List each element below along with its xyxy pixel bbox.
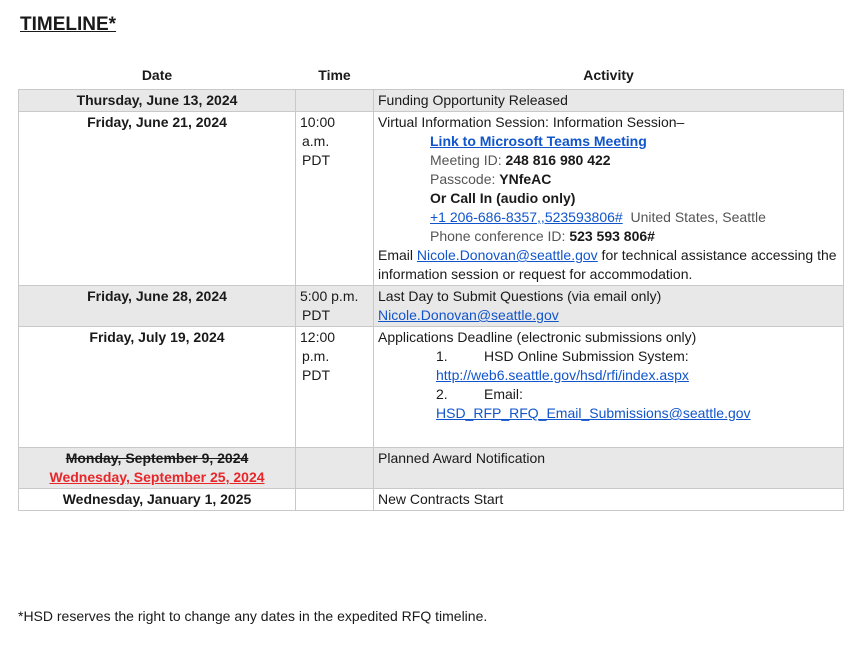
conference-id-line (378, 227, 839, 246)
submission-link-line-1 (378, 366, 839, 385)
submission-link-line-2 (378, 404, 839, 423)
row-activity (374, 327, 844, 448)
row-activity: New Contracts Start (374, 489, 844, 511)
time-line: a.m. (302, 133, 330, 149)
table-row (19, 90, 844, 112)
row-time (296, 286, 374, 327)
table-row (19, 448, 844, 489)
footnote: *HSD reserves the right to change any dates in the expedited RFQ timeline. (18, 608, 488, 624)
row-date: Friday, June 21, 2024 (19, 112, 296, 286)
time-line: 5:00 p.m. (300, 288, 359, 304)
row-time (296, 90, 374, 112)
meeting-id-value: 248 816 980 422 (505, 152, 611, 168)
email-suffix: for technical assistance accessing the information session or request for accommodation. (378, 247, 837, 282)
table-row (19, 112, 844, 286)
table-row (19, 489, 844, 511)
item-number: 1. (436, 348, 448, 364)
row-date: Friday, July 19, 2024 (19, 327, 296, 448)
call-in-line (378, 189, 839, 208)
time-line: PDT (302, 152, 330, 168)
original-date: Monday, September 9, 2024 (65, 450, 249, 466)
table-header-row (19, 64, 844, 90)
phone-location: United States, Seattle (622, 209, 766, 225)
passcode-label: Passcode: (430, 171, 500, 187)
row-activity: Planned Award Notification (374, 448, 844, 489)
time-line: p.m. (302, 348, 330, 364)
row-date (19, 448, 296, 489)
date-column-header: Date (141, 67, 173, 83)
phone-line (378, 208, 839, 227)
row-date: Friday, June 28, 2024 (19, 286, 296, 327)
call-in-label: Or Call In (audio only) (430, 190, 576, 206)
item-label: HSD Online Submission System: (484, 348, 689, 364)
submission-email-link[interactable]: HSD_RFP_RFQ_Email_Submissions@seattle.gov (436, 405, 751, 421)
table-row (19, 286, 844, 327)
activity-column-header: Activity (583, 67, 634, 83)
time-line: PDT (302, 307, 330, 323)
time-column-header: Time (318, 67, 351, 83)
conference-id-value: 523 593 806# (569, 228, 655, 244)
time-line: 12:00 (300, 329, 336, 345)
submission-item-1 (378, 347, 839, 366)
session-intro: Virtual Information Session: Information Session– (378, 114, 685, 130)
passcode-line (378, 170, 839, 189)
row-date: Thursday, June 13, 2024 (19, 90, 296, 112)
row-time (296, 489, 374, 511)
email-link[interactable]: Nicole.Donovan@seattle.gov (416, 247, 598, 263)
applications-deadline: Applications Deadline (electronic submissions only) (378, 329, 697, 345)
questions-email-link[interactable]: Nicole.Donovan@seattle.gov (378, 307, 559, 323)
row-time (296, 112, 374, 286)
teams-meeting-link[interactable]: Link to Microsoft Teams Meeting (430, 133, 647, 149)
questions-deadline: Last Day to Submit Questions (via email only) (378, 288, 662, 304)
time-line: PDT (302, 367, 330, 383)
row-activity (374, 286, 844, 327)
page-title: TIMELINE* (20, 14, 117, 35)
row-time (296, 327, 374, 448)
meeting-id-label: Meeting ID: (430, 152, 506, 168)
item-label: Email: (484, 386, 523, 402)
item-number: 2. (436, 386, 448, 402)
phone-link[interactable]: +1 206-686-8357,,523593806# (430, 209, 623, 225)
row-time (296, 448, 374, 489)
passcode-value: YNfeAC (499, 171, 552, 187)
submission-item-2 (378, 385, 839, 404)
conference-id-label: Phone conference ID: (430, 228, 570, 244)
row-activity: Funding Opportunity Released (374, 90, 844, 112)
timeline-table (18, 64, 844, 511)
table-row (19, 327, 844, 448)
email-prefix: Email (378, 247, 417, 263)
row-date: Wednesday, January 1, 2025 (19, 489, 296, 511)
submission-system-link[interactable]: http://web6.seattle.gov/hsd/rfi/index.aspx (436, 367, 689, 383)
revised-date: Wednesday, September 25, 2024 (49, 469, 265, 485)
email-assistance (378, 246, 839, 284)
meeting-id-line (378, 151, 839, 170)
row-activity (374, 112, 844, 286)
time-line: 10:00 (300, 114, 336, 130)
teams-link-line (378, 132, 839, 151)
